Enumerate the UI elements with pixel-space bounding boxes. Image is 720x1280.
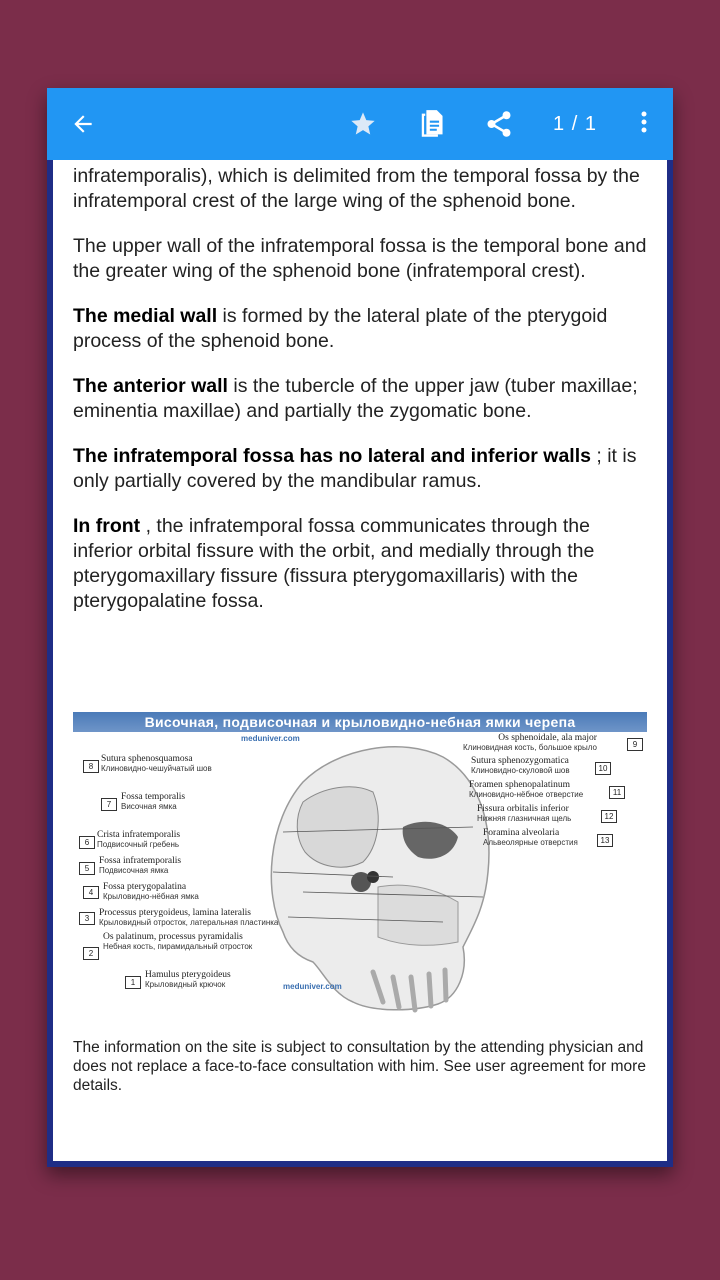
share-button[interactable]	[479, 104, 519, 144]
skull-diagram	[73, 712, 647, 1022]
page-indicator: 1 / 1	[553, 112, 597, 135]
more-vert-icon	[639, 110, 649, 134]
label-number: 9	[627, 738, 643, 751]
label-number: 12	[601, 810, 617, 823]
diagram-label: Crista infratemporalis Подвисочный гребень	[97, 830, 181, 849]
diagram-label: Sutura sphenosquamosa Клиновидно-чешуйчатый шов	[101, 754, 212, 773]
label-number: 2	[83, 947, 99, 960]
diagram-label: Sutura sphenozygomatica Клиновидно-скуловой шов	[471, 756, 570, 775]
paragraph: The upper wall of the infratemporal fossa is the temporal bone and the greater wing of the sphenoid bone (infratemporal crest).	[73, 235, 647, 282]
disclaimer-text: The information on the site is subject to consultation by the attending physician and does not replace a face-to-face consultation with him. See user agreement for more details.	[73, 1039, 646, 1094]
label-number: 4	[83, 886, 99, 899]
page-content[interactable]	[53, 160, 667, 1161]
more-options-button[interactable]	[629, 102, 659, 142]
diagram-label: Fissura orbitalis inferior Нижняя глазничная щель	[477, 804, 572, 823]
back-button[interactable]	[63, 104, 103, 144]
diagram-label: Hamulus pterygoideus Крыловидный крючок	[145, 970, 231, 989]
document-viewer	[47, 88, 673, 1167]
star-icon	[349, 110, 377, 138]
paragraph: The infratemporal fossa has no lateral and inferior walls ; it is only partially covered by the mandibular ramus.	[73, 445, 637, 492]
document-button[interactable]	[411, 104, 451, 144]
document-icon	[417, 109, 445, 139]
watermark: meduniver.com	[241, 734, 300, 743]
diagram-label: Fossa infratemporalis Подвисочная ямка	[99, 856, 182, 875]
label-number: 10	[595, 762, 611, 775]
label-number: 11	[609, 786, 625, 799]
diagram-label: Processus pterygoideus, lamina lateralis Крыловидный отросток, латеральная пластинка	[99, 908, 279, 927]
diagram-label: Foramina alveolaria Альвеолярные отверстия	[483, 828, 578, 847]
label-number: 1	[125, 976, 141, 989]
share-icon	[484, 109, 514, 139]
skull-illustration	[243, 732, 503, 1022]
favorite-button[interactable]	[343, 104, 383, 144]
label-number: 8	[83, 760, 99, 773]
diagram-label: Os palatinum, processus pyramidalis Небная кость, пирамидальный отросток	[103, 932, 253, 951]
article-text	[73, 164, 653, 634]
label-number: 3	[79, 912, 95, 925]
diagram-label: Fossa temporalis Височная ямка	[121, 792, 186, 811]
figure-title: Височная, подвисочная и крыловидно-небная ямки черепа	[73, 712, 647, 732]
label-number: 13	[597, 834, 613, 847]
arrow-left-icon	[70, 111, 96, 137]
label-number: 6	[79, 836, 95, 849]
diagram-label: Fossa pterygopalatina Крыловидно-нёбная ямка	[103, 882, 199, 901]
label-number: 5	[79, 862, 95, 875]
paragraph: The medial wall is formed by the lateral plate of the pterygoid process of the sphenoid bone.	[73, 305, 608, 352]
paragraph: In front , the infratemporal fossa communicates through the inferior orbital fissure with the orbit, and medially through the pterygomaxillary fissure (fissura pterygomaxillaris) with the pterygopalatine fossa.	[73, 515, 595, 612]
paragraph: The anterior wall is the tubercle of the upper jaw (tuber maxillae; eminentia maxillae) and partially the zygomatic bone.	[73, 375, 638, 422]
diagram-label: Os sphenoidale, ala major Клиновидная кость, большое крыло	[463, 733, 597, 752]
paragraph: infratemporalis), which is delimited from the temporal fossa by the infratemporal crest of the large wing of the sphenoid bone.	[73, 165, 640, 212]
diagram-label: Foramen sphenopalatinum Клиновидно-нёбное отверстие	[469, 780, 584, 799]
watermark: meduniver.com	[283, 982, 342, 991]
label-number: 7	[101, 798, 117, 811]
app-toolbar	[47, 88, 673, 160]
